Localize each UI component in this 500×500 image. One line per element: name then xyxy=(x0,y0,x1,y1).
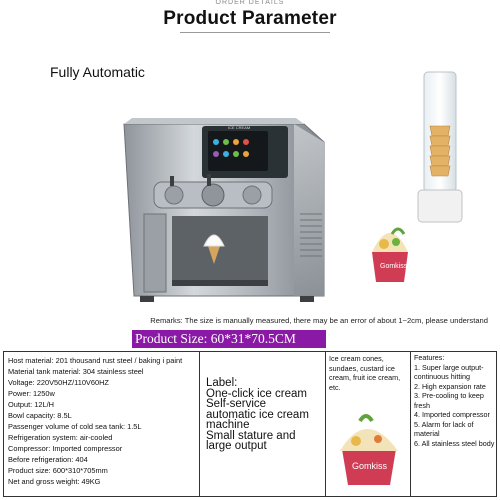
feature-item: 5. Alarm for lack of material xyxy=(414,419,474,438)
serving-bay xyxy=(172,216,268,286)
spec-item: Refrigeration system: air-cooled xyxy=(8,433,113,442)
label-block xyxy=(200,352,325,452)
machine-top-panel xyxy=(124,118,304,124)
label-column xyxy=(200,352,326,496)
feature-item: 1. Super large output-continuous hitting xyxy=(414,362,484,381)
touch-screen xyxy=(208,131,268,171)
spec-item: Material tank material: 304 stainless steel xyxy=(8,367,144,376)
feature-item: 3. Pre-cooling to keep fresh xyxy=(414,391,484,410)
specs-list xyxy=(4,352,199,487)
spec-item: Product size: 600*310*705mm xyxy=(8,466,108,475)
label-line: machine xyxy=(206,419,250,431)
cup-brand-text: Gomkiss xyxy=(380,263,408,270)
label-line: Label: xyxy=(206,377,238,389)
label-line: Small stature and xyxy=(206,429,296,442)
label-line: large output xyxy=(206,440,267,452)
spec-item: Compressor: Imported compressor xyxy=(8,444,123,453)
spec-item: Passenger volume of cold sea tank: 1.5L xyxy=(8,422,142,431)
specs-column xyxy=(4,352,200,496)
uses-column xyxy=(326,352,411,496)
feature-item: 6. All stainless steel body xyxy=(414,438,495,448)
remarks-note: Remarks: The size is manually measured, there may be an error of about 1~2cm, please understand xyxy=(150,316,488,325)
spec-item: Power: 1250w xyxy=(8,389,55,398)
spec-item: Bowl capacity: 8.5L xyxy=(8,411,72,420)
cup-brand-text-2: Gomkiss xyxy=(352,461,388,471)
feature-item: 4. Imported compressor xyxy=(414,410,490,419)
label-line: One-click ice cream xyxy=(206,387,307,400)
spec-item: Output: 12L/H xyxy=(8,400,55,409)
top-cut-header: ORDER DETAILS xyxy=(215,0,285,6)
label-line: Self-service xyxy=(206,398,267,410)
product-size-banner: Product Size: 60*31*70.5CM xyxy=(132,330,326,348)
dispenser-base xyxy=(418,190,462,222)
spec-item: Host material: 201 thousand rust steel / baking i paint xyxy=(8,356,183,365)
title-underline xyxy=(180,32,330,33)
machine-side-panel xyxy=(294,124,324,296)
cone-stack xyxy=(430,126,450,176)
page-title: Product Parameter xyxy=(163,8,337,29)
spec-item: Voltage: 220V50HZ/110V60HZ xyxy=(8,378,109,387)
front-door xyxy=(144,214,166,292)
label-line: automatic ice cream xyxy=(206,408,309,421)
spec-table xyxy=(3,351,497,497)
features-title: Features: xyxy=(414,353,445,362)
sundae-cup-image xyxy=(326,407,411,487)
spec-item: Net and gross weight: 49KG xyxy=(8,477,101,486)
product-hero xyxy=(4,64,494,312)
ice-cream-machine-illustration xyxy=(4,64,494,312)
fully-automatic-caption: Fully Automatic xyxy=(50,64,145,80)
feature-item: 2. High expansion rate xyxy=(414,381,486,391)
machine-brand-text: ICE CREAM xyxy=(228,125,251,130)
features-column xyxy=(411,352,496,496)
ice-cream-cup-product xyxy=(372,229,408,282)
features-list xyxy=(411,363,496,449)
uses-text: Ice cream cones, sundaes, custard ice cream, fruit ice cream, etc. xyxy=(329,354,401,392)
spec-item: Before refrigeration: 404 xyxy=(8,455,88,464)
